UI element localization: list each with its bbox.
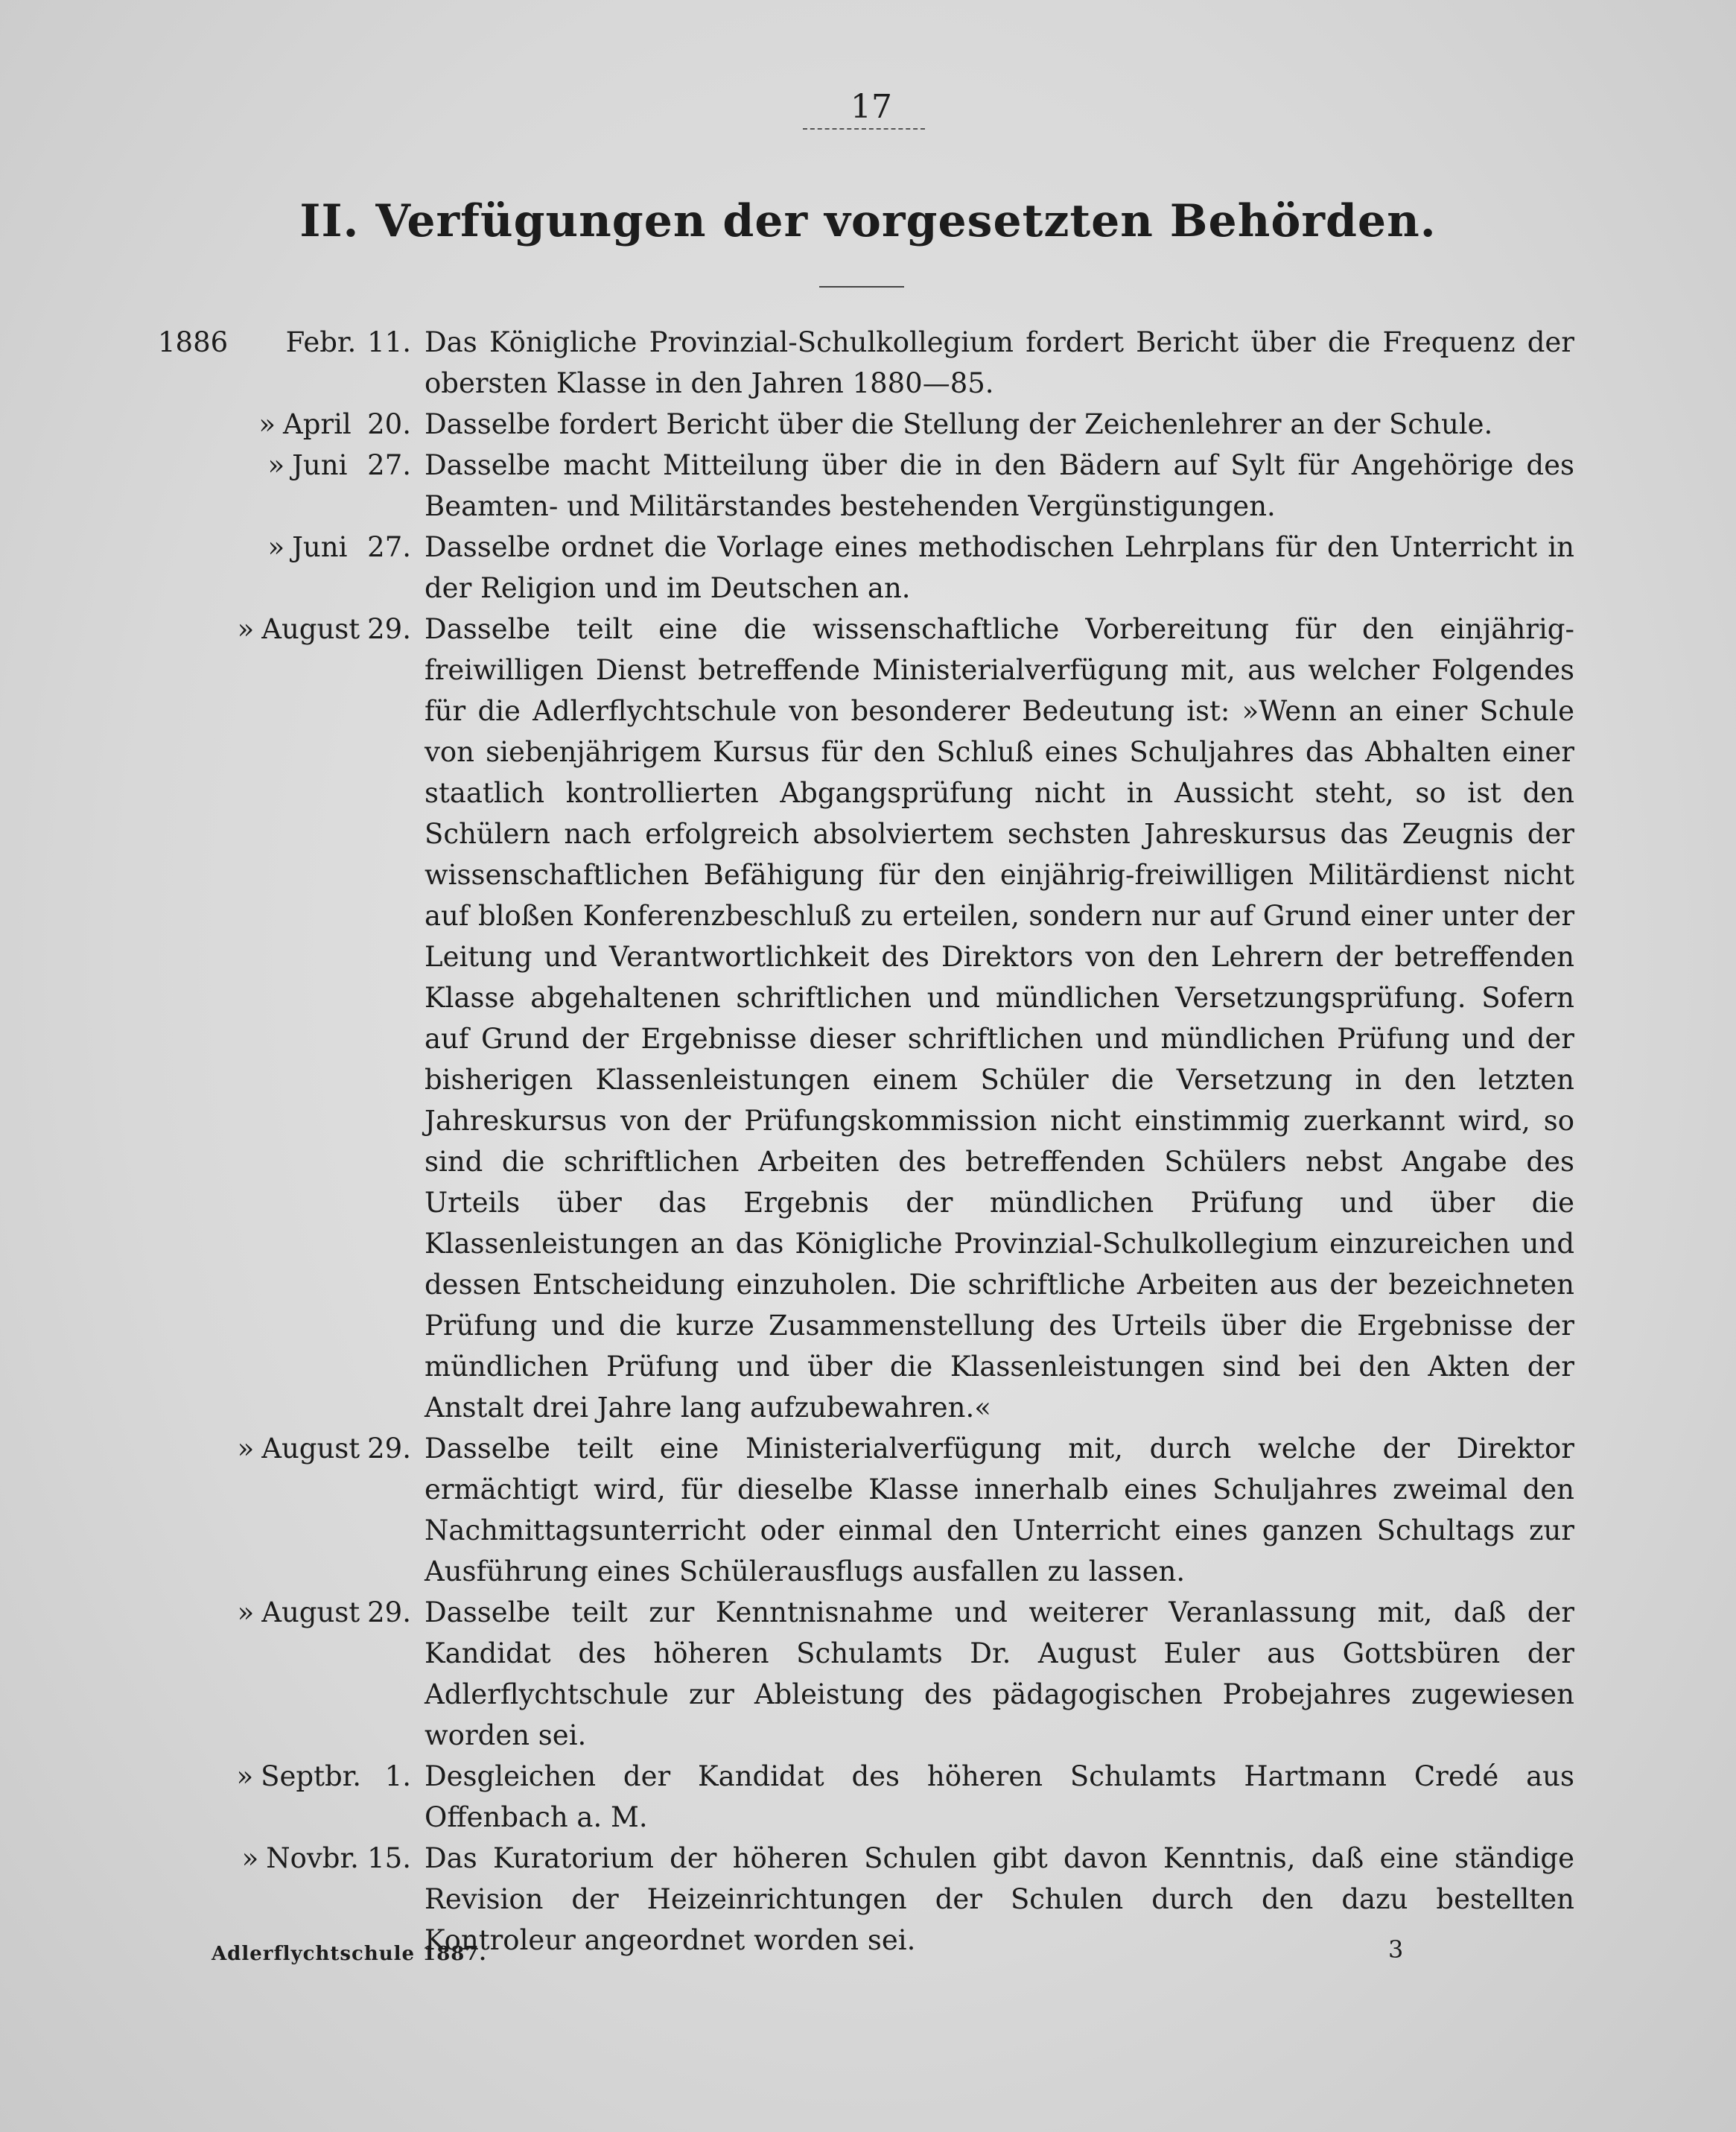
entry <box>158 527 1574 609</box>
entry <box>158 322 1574 404</box>
entry-text: Desgleichen der Kandidat des höheren Schulamts Hartmann Credé aus Offenbach a. M. <box>425 1760 1574 1833</box>
title-rule <box>819 286 904 288</box>
entry-year: 1886 <box>158 326 229 358</box>
entry-ditto-mark: » <box>236 1760 254 1792</box>
entry-day: 1. <box>384 1760 411 1792</box>
footer-sheet-number: 3 <box>1388 1935 1404 1964</box>
page-number: 17 <box>850 88 892 126</box>
entry-month: Novbr. <box>266 1842 359 1874</box>
entry-ditto-mark: » <box>258 408 276 440</box>
entry-text: Dasselbe ordnet die Vorlage eines methodischen Lehrplans für den Unterricht in der Religion und im Deutschen an. <box>425 531 1574 604</box>
entry-day: 15. <box>367 1842 411 1874</box>
entry-ditto-mark: » <box>267 449 285 481</box>
entry-day: 29. <box>367 613 411 645</box>
entry-text: Dasselbe teilt zur Kenntnisnahme und weiterer Veranlassung mit, daß der Kandidat des höheren Schulamts Dr. August Euler aus Gottsbüren der Adlerflychtschule zur Ableistung des pädagogischen Probejahres zugewiesen worden sei. <box>425 1596 1574 1751</box>
entry <box>158 445 1574 527</box>
entry-month: Juni <box>292 531 348 563</box>
entry-day: 11. <box>367 326 411 358</box>
page-number-rule <box>803 128 925 130</box>
entry-date <box>158 1592 411 1756</box>
entry-day: 20. <box>367 408 411 440</box>
entry-text: Das Königliche Provinzial-Schulkollegium fordert Bericht über die Frequenz der obersten Klasse in den Jahren 1880—85. <box>425 326 1574 399</box>
entry-ditto-mark: » <box>267 531 285 563</box>
entry-ditto-mark: » <box>237 613 255 645</box>
entry-month: August <box>261 1596 360 1628</box>
entry-ditto-mark: » <box>241 1842 259 1874</box>
entry-day: 27. <box>367 531 412 563</box>
entry-text: Dasselbe teilt eine die wissenschaftliche Vorbereitung für den einjährig-freiwilligen Dienst betreffende Ministerialverfügung mit, aus welcher Folgendes für die Adlerflychtschule von besonderer Bedeutung ist: »Wenn an einer Schule von siebenjährigem Kursus für den Schluß eines Schuljahres das Abhalten einer staatlich kontrollierten Abgangsprüfung nicht in Aussicht steht, so ist den Schülern nach erfolgreich absolviertem sechsten Jahreskursus das Zeugnis der wissenschaftlichen Befähigung für den einjährig-freiwilligen Militärdienst nicht auf bloßen Konferenzbeschluß zu erteilen, sondern nur auf Grund einer unter der Leitung und Verantwortlichkeit des Direktors von den Lehrern der betreffenden Klasse abgehaltenen schriftlichen und mündlichen Versetzungsprüfung. Sofern auf Grund der Ergebnisse dieser schriftlichen und mündlichen Prüfung und der bisherigen Klassenleistungen einem Schüler die Versetzung in den letzten Jahreskursus von der Prüfungskommission nicht einstimmig zuerkannt wird, so sind die schriftlichen Arbeiten des betreffenden Schülers nebst Angabe des Urteils über das Ergebnis der mündlichen Prüfung und über die Klassenleistungen an das Königliche Provinzial-Schulkollegium einzureichen und dessen Entscheidung einzuholen. Die schriftliche Arbeiten aus der bezeichneten Prüfung und die kurze Zusammenstellung des Urteils über die Ergebnisse der mündlichen Prüfung und über die Klassenleistungen sind bei den Akten der Anstalt drei Jahre lang aufzubewahren.« <box>425 613 1574 1424</box>
entry-date <box>158 404 411 445</box>
entry-date <box>158 1756 411 1838</box>
footer-school-year: Adlerflychtschule 1887. <box>212 1943 487 1965</box>
entry <box>158 1756 1574 1838</box>
entry-month: Septbr. <box>261 1760 362 1792</box>
entry-ditto-mark: » <box>237 1433 255 1465</box>
entry-day: 29. <box>367 1596 411 1628</box>
entry-month: Juni <box>292 449 348 481</box>
entry-text: Dasselbe teilt eine Ministerialverfügung mit, durch welche der Direktor ermächtigt wird, für dieselbe Klasse innerhalb eines Schuljahres zweimal den Nachmittagsunterricht oder einmal den Unterricht eines ganzen Schultags zur Ausführung eines Schülerausflugs ausfallen zu lassen. <box>425 1433 1574 1587</box>
entries-list <box>158 322 1574 1961</box>
entry-month: August <box>261 613 360 645</box>
entry-ditto-mark: » <box>237 1596 255 1628</box>
entry-day: 27. <box>367 449 412 481</box>
entry <box>158 609 1574 1428</box>
entry-date <box>158 609 411 1428</box>
entry <box>158 404 1574 445</box>
entry-date <box>158 445 411 527</box>
entry-text: Dasselbe fordert Bericht über die Stellung der Zeichenlehrer an der Schule. <box>425 408 1493 440</box>
entry-month: August <box>261 1433 360 1465</box>
entry-text: Das Kuratorium der höheren Schulen gibt davon Kenntnis, daß eine ständige Revision der Heizeinrichtungen der Schulen durch den dazu bestellten Kontroleur angeordnet worden sei. <box>425 1842 1574 1956</box>
entry <box>158 1592 1574 1756</box>
entry-month: Febr. <box>285 326 357 358</box>
entry-date <box>158 527 411 609</box>
entry <box>158 1428 1574 1592</box>
entry-day: 29. <box>367 1433 411 1465</box>
entry-date <box>158 1428 411 1592</box>
entry-date <box>158 322 411 404</box>
entry-month: April <box>283 408 352 440</box>
section-title: II. Verfügungen der vorgesetzten Behörden. <box>299 195 1437 247</box>
entry-text: Dasselbe macht Mitteilung über die in den Bädern auf Sylt für Angehörige des Beamten- und Militärstandes bestehenden Vergünstigungen. <box>425 449 1574 522</box>
